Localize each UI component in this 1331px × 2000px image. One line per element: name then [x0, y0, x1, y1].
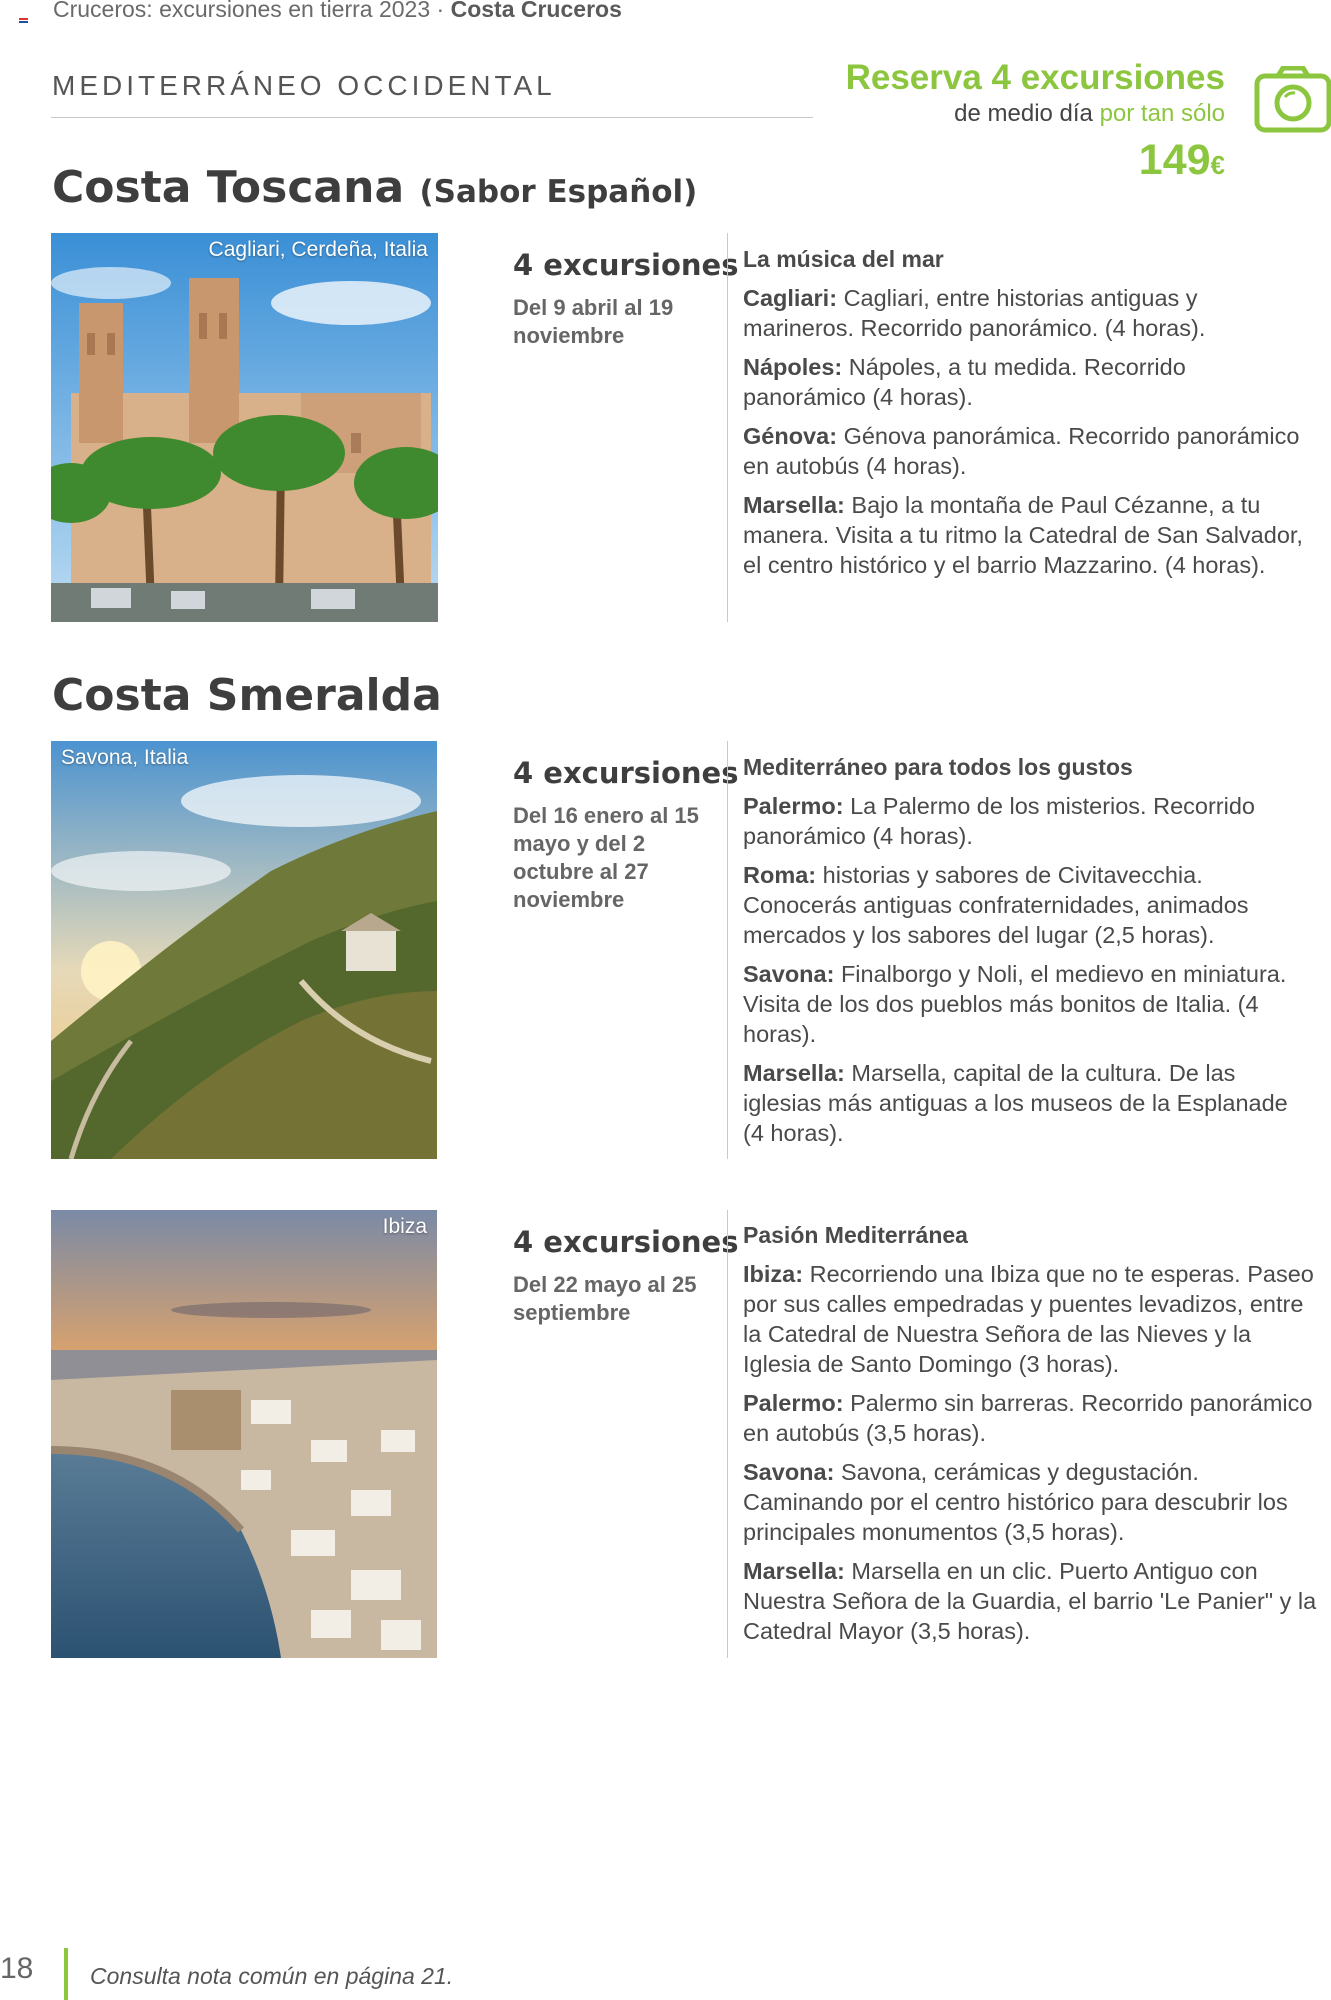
- excursion-item: Nápoles: Nápoles, a tu medida. Recorrido panorámico (4 horas).: [743, 354, 1186, 410]
- excursion-item: Marsella: Marsella, capital de la cultura. De las iglesias más antiguas a los museos de la Esplanade (4 horas).: [743, 1060, 1288, 1146]
- ship-subtitle: (Sabor Español): [419, 174, 698, 210]
- brand-mark-icon: [19, 18, 28, 24]
- excursion-item: Marsella: Bajo la montaña de Paul Cézanne, a tu manera. Visita a tu ritmo la Catedral de San Salvador, el centro histórico y el barrio Mazzarino. (4 horas).: [743, 492, 1303, 578]
- ship-title-toscana: [52, 162, 697, 213]
- running-header: [53, 0, 622, 23]
- promo-subline-a: de medio día: [954, 100, 1100, 127]
- excursion-item: Génova: Génova panorámica. Recorrido panorámico en autobús (4 horas).: [743, 423, 1300, 479]
- package-name: Pasión Mediterránea: [743, 1222, 968, 1248]
- photo-caption: Cagliari, Cerdeña, Italia: [208, 238, 428, 261]
- excursion-count: 4 excursiones: [513, 248, 739, 282]
- region-divider: [51, 117, 813, 118]
- savona-image: [51, 741, 437, 1159]
- promo-subline-b: por tan sólo: [1099, 100, 1225, 127]
- excursion-item: Palermo: Palermo sin barreras. Recorrido panorámico en autobús (3,5 horas).: [743, 1390, 1313, 1446]
- photo-cagliari: [51, 233, 438, 622]
- excursion-dates: Del 9 abril al 19 noviembre: [513, 295, 674, 348]
- camera-icon: [1254, 66, 1331, 134]
- excursion-dates: Del 22 mayo al 25 septiembre: [513, 1272, 697, 1325]
- running-header-title: Cruceros: excursiones en tierra 2023 ·: [53, 0, 451, 22]
- excursion-list-ibiza: [743, 1220, 1318, 1655]
- page-number: 18: [0, 1952, 34, 1985]
- excursion-dates: Del 16 enero al 15 mayo y del 2 octubre al 27 noviembre: [513, 803, 699, 912]
- photo-ibiza: [51, 1210, 437, 1658]
- excursion-list-smeralda: [743, 752, 1313, 1157]
- ship-title: Costa Toscana: [52, 162, 405, 213]
- photo-caption: Savona, Italia: [61, 746, 189, 769]
- promo-currency: €: [1210, 150, 1225, 180]
- excursion-item: Marsella: Marsella en un clic. Puerto Antiguo con Nuestra Señora de la Guardia, el barrio 'Le Panier" y la Catedral Mayor (3,5 horas).: [743, 1558, 1317, 1644]
- photo-caption: Ibiza: [382, 1215, 427, 1238]
- package-name: La música del mar: [743, 246, 944, 272]
- photo-savona: [51, 741, 437, 1159]
- column-divider: [727, 233, 728, 622]
- excursion-count: 4 excursiones: [513, 756, 739, 790]
- package-name: Mediterráneo para todos los gustos: [743, 754, 1133, 780]
- excursion-list-toscana: [743, 244, 1313, 589]
- ship-title: Costa Smeralda: [52, 670, 442, 721]
- excursion-item: Palermo: La Palermo de los misterios. Recorrido panorámico (4 horas).: [743, 793, 1255, 849]
- promo-headline: Reserva 4 excursiones: [845, 58, 1225, 97]
- promo-subline: [830, 100, 1225, 128]
- promo-price-value: 149: [1138, 136, 1211, 184]
- excursion-item: Savona: Finalborgo y Noli, el medievo en miniatura. Visita de los dos pueblos más bonitos de Italia. (4 horas).: [743, 961, 1287, 1047]
- excursion-count: 4 excursiones: [513, 1225, 739, 1259]
- footer-accent-bar: [64, 1948, 68, 2000]
- excursion-item: Roma: historias y sabores de Civitavecchia. Conocerás antiguas confraternidades, animados mercados y los sabores del lugar (2,5 horas).: [743, 862, 1249, 948]
- promo-price: [1030, 136, 1225, 185]
- excursion-item: Savona: Savona, cerámicas y degustación. Caminando por el centro histórico para descubrir los principales monumentos (3,5 horas).: [743, 1459, 1288, 1545]
- region-title: MEDITERRÁNEO OCCIDENTAL: [52, 70, 556, 101]
- footer-note: Consulta nota común en página 21.: [90, 1963, 454, 1989]
- excursion-item: Cagliari: Cagliari, entre historias antiguas y marineros. Recorrido panorámico. (4 horas).: [743, 285, 1206, 341]
- excursion-item: Ibiza: Recorriendo una Ibiza que no te esperas. Paseo por sus calles empedradas y puentes levadizos, entre la Catedral de Nuestra Señora de las Nieves y la Iglesia de Santo Domingo (3 horas).: [743, 1261, 1314, 1377]
- column-divider: [727, 1210, 728, 1658]
- cagliari-image: [51, 233, 438, 622]
- ibiza-image: [51, 1210, 437, 1658]
- ship-title-smeralda: [52, 670, 442, 721]
- column-divider: [727, 741, 728, 1159]
- running-header-brand: Costa Cruceros: [450, 0, 622, 22]
